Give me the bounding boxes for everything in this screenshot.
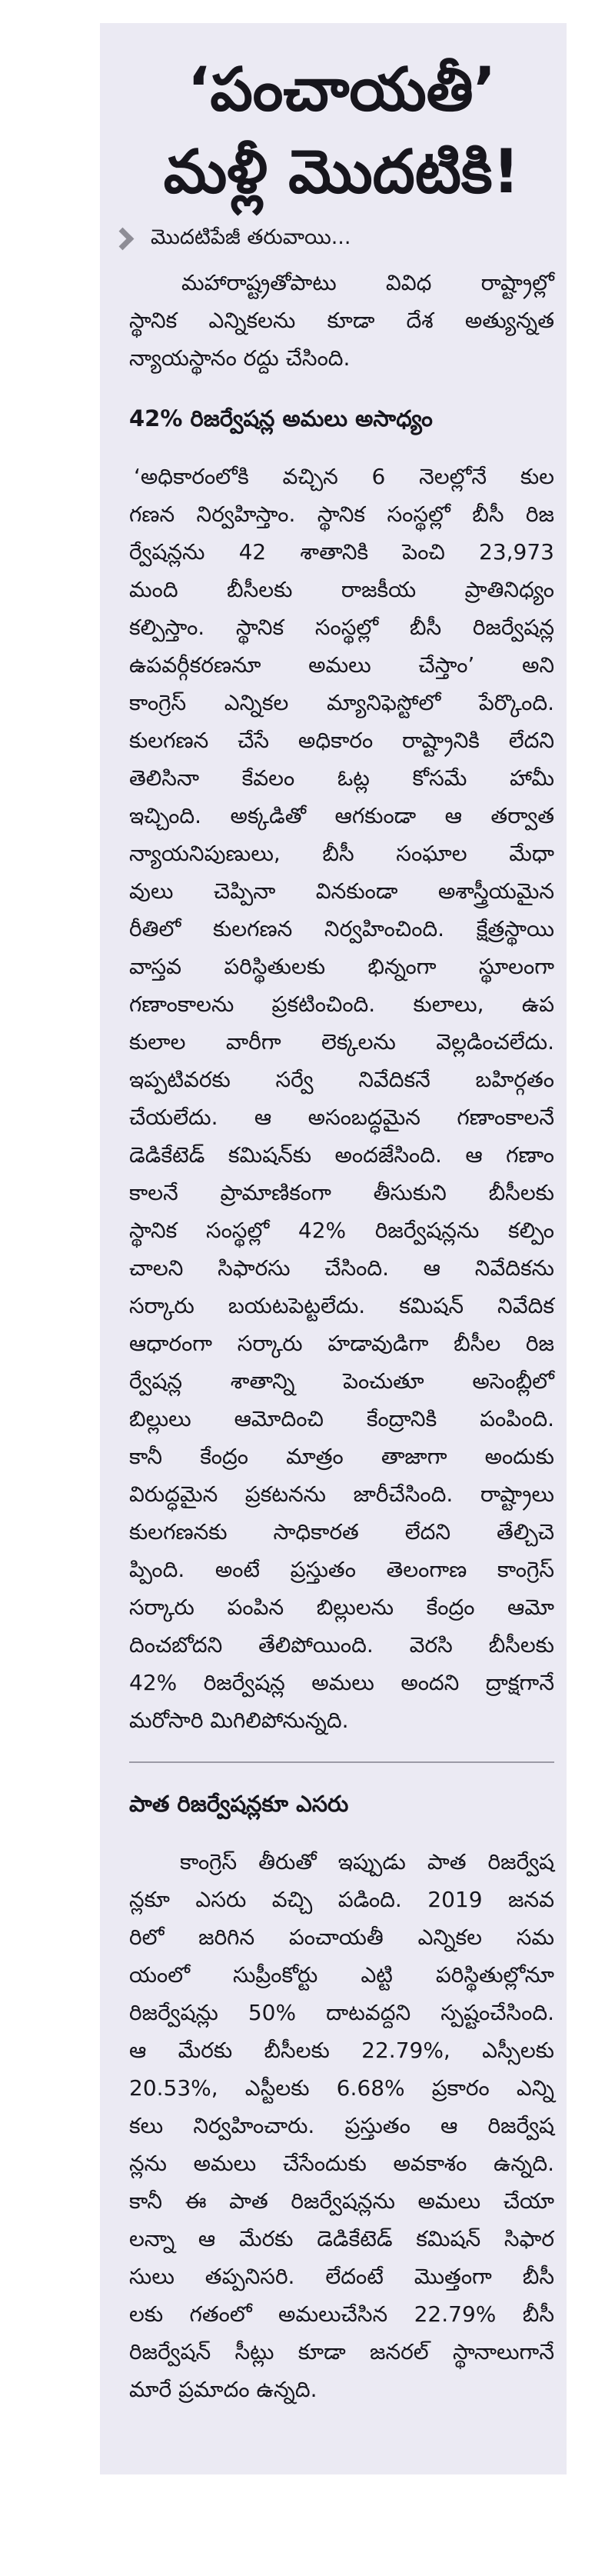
text-line: కలు నిర్వహించారు. ప్రస్తుతం ఆ రిజర్వేష — [129, 2112, 554, 2138]
text-line: తెలిసినా కేవలం ఓట్ల కోసమే హామీ — [129, 765, 554, 791]
section-heading-1: 42% రిజర్వేషన్ల అమలు అసాధ్యం — [129, 405, 433, 432]
text-line: లన్నా ఆ మేరకు డెడికేటెడ్ కమిషన్ సిఫార — [129, 2225, 554, 2251]
continued-label: మొదటిపేజీ తరువాయి... — [151, 225, 351, 249]
continued-from-front-page — [115, 221, 554, 255]
text-line: కాంగ్రెస్ తీరుతో ఇప్పుడు పాత రిజర్వేష — [180, 1848, 554, 1875]
text-line: 20.53%, ఎస్టీలకు 6.68% ప్రకారం ఎన్ని — [129, 2074, 554, 2101]
newspaper-clipping — [100, 23, 567, 2474]
chevron-right-icon — [115, 221, 136, 255]
text-line: ఉపవర్గీకరణనూ అమలు చేస్తాం’ అని — [129, 651, 554, 678]
text-line: స్థానిక సంస్థల్లో 42% రిజర్వేషన్లను కల్పిం — [129, 1217, 554, 1243]
text-line: కల్పిస్తాం. స్థానిక సంస్థల్లో బీసీ రిజర్వేషన్ల — [129, 614, 554, 640]
text-line: రిజర్వేషన్ సీట్లు కూడా జనరల్ స్థానాలుగానే — [129, 2338, 554, 2364]
section-divider — [129, 1761, 554, 1763]
text-line: ఇచ్చింది. అక్కడితో ఆగకుండా ఆ తర్వాత — [129, 802, 554, 828]
headline — [129, 23, 554, 214]
text-line: కులాల వారీగా లెక్కలను వెల్లడించలేదు. — [129, 1028, 554, 1055]
text-line: న్యాయనిపుణులు, బీసీ సంఘాల మేధా — [129, 840, 554, 866]
text-line: ర్వేషన్లను 42 శాతానికి పెంచి 23,973 — [129, 538, 554, 565]
text-line: విరుద్ధమైన ప్రకటనను జారీచేసింది. రాష్ట్రాలు — [129, 1481, 554, 1507]
text-line: సర్కారు బయటపెట్టలేదు. కమిషన్ నివేదిక — [129, 1292, 554, 1318]
text-line: సులు తప్పనిసరి. లేదంటే మొత్తంగా బీసీ — [129, 2263, 554, 2289]
text-line: ర్వేషన్ల శాతాన్ని పెంచుతూ అసెంబ్లీలో — [129, 1368, 554, 1394]
text-line: డెడికేటెడ్ కమిషన్‌కు అందజేసింది. ఆ గణాం — [129, 1141, 554, 1168]
text-line: రిజర్వేషన్లు 50% దాటవద్దని స్పష్టంచేసింది. — [129, 1999, 554, 2025]
text-line: రిలో జరిగిన పంచాయతీ ఎన్నికల సమ — [129, 1924, 554, 1950]
text-line: కులగణన చేసే అధికారం రాష్ట్రానికి లేదని — [129, 727, 554, 753]
text-line: గణాంకాలను ప్రకటించింది. కులాలు, ఉప — [129, 991, 554, 1017]
text-line: లకు గతంలో అమలుచేసిన 22.79% బీసీ — [129, 2301, 554, 2327]
text-line: కానీ కేంద్రం మాత్రం తాజాగా అందుకు — [129, 1443, 554, 1469]
intro-paragraph — [129, 264, 554, 377]
text-line: స్థానిక ఎన్నికలను కూడా దేశ అత్యున్నత — [129, 307, 554, 333]
section-2-paragraph — [129, 1843, 554, 2408]
text-line: మారే ప్రమాదం ఉన్నది. — [129, 2376, 317, 2402]
text-line: మరోసారి మిగిలిపోనున్నది. — [129, 1707, 349, 1733]
text-line: చేయలేదు. ఆ అసంబద్ధమైన గణాంకాలనే — [129, 1104, 554, 1130]
text-line: చాలని సిఫారసు చేసింది. ఆ నివేదికను — [129, 1255, 554, 1281]
text-line: న్లకూ ఎసరు వచ్చి పడింది. 2019 జనవ — [129, 1886, 554, 1912]
text-line: మహారాష్ట్రతోపాటు వివిధ రాష్ట్రాల్లో — [181, 269, 554, 295]
text-line: కాలనే ప్రామాణికంగా తీసుకుని బీసీలకు — [129, 1179, 554, 1205]
text-line: ఆధారంగా సర్కారు హడావుడిగా బీసీల రిజ — [129, 1330, 554, 1356]
text-line: గణన నిర్వహిస్తాం. స్థానిక సంస్థల్లో బీసీ రిజ — [129, 501, 554, 527]
text-line: ఇప్పటివరకు సర్వే నివేదికనే బహిర్గతం — [129, 1066, 554, 1092]
text-line: కానీ ఈ పాత రిజర్వేషన్లను అమలు చేయా — [129, 2188, 554, 2214]
headline-line-2: మళ్లీ మొదటికి! — [163, 138, 520, 207]
text-line: ప్పింది. అంటే ప్రస్తుతం తెలంగాణ కాంగ్రెస్ — [129, 1556, 554, 1582]
text-line: 42% రిజర్వేషన్ల అమలు అందని ద్రాక్షగానే — [129, 1669, 554, 1695]
text-line: న్యాయస్థానం రద్దు చేసింది. — [129, 345, 351, 371]
text-line: న్లను అమలు చేసేందుకు అవకాశం ఉన్నది. — [129, 2150, 554, 2176]
text-line: దించబోదని తేలిపోయింది. వెరసి బీసీలకు — [129, 1631, 554, 1658]
text-line: యంలో సుప్రీంకోర్టు ఎట్టి పరిస్థితుల్లోనూ — [129, 1961, 554, 1988]
text-line: బిల్లులు ఆమోదించి కేంద్రానికి పంపింది. — [129, 1405, 554, 1431]
text-line: ఆ మేరకు బీసీలకు 22.79%, ఎస్సీలకు — [129, 2037, 554, 2063]
text-line: సర్కారు పంపిన బిల్లులను కేంద్రం ఆమో — [129, 1594, 554, 1620]
headline-line-1: ‘పంచాయతీ’ — [187, 55, 497, 125]
text-line: వులు చెప్పినా వినకుండా అశాస్త్రీయమైన — [129, 878, 554, 904]
section-heading-2: పాత రిజర్వేషన్లకూ ఎసరు — [129, 1790, 349, 1817]
text-line: కులగణనకు సాధికారత లేదని తేల్చిచె — [129, 1518, 554, 1545]
text-line: రీతిలో కులగణన నిర్వహించింది. క్షేత్రస్థాయి — [129, 915, 554, 941]
text-line: వాస్తవ పరిస్థితులకు భిన్నంగా స్థూలంగా — [129, 953, 554, 979]
text-line: మంది బీసీలకు రాజకీయ ప్రాతినిధ్యం — [129, 576, 554, 602]
section-1-paragraph — [129, 458, 554, 1739]
text-line: ‘అధికారంలోకి వచ్చిన 6 నెలల్లోనే కుల — [134, 463, 554, 489]
text-line: కాంగ్రెస్ ఎన్నికల మ్యానిఫెస్టోలో పేర్కొంది. — [129, 689, 554, 715]
